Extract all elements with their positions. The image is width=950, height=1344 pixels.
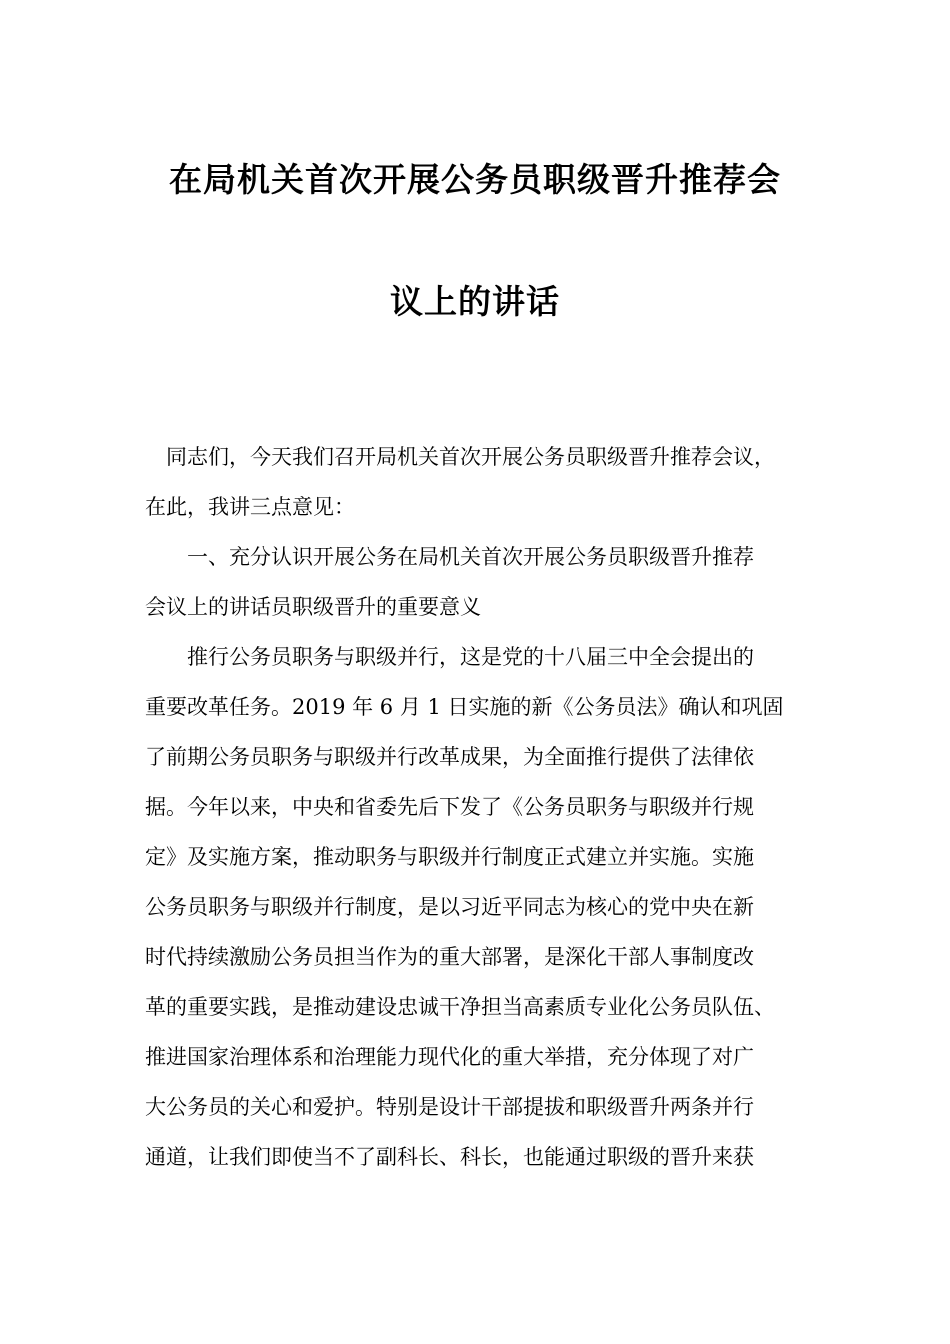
document-title-line-2: 议上的讲话: [390, 282, 560, 321]
body-line-10: 公务员职务与职级并行制度，是以习近平同志为核心的党中央在新: [145, 895, 754, 919]
body-line-11: 时代持续激励公务员担当作为的重大部署，是深化干部人事制度改: [145, 945, 754, 969]
document-title-line-1: 在局机关首次开展公务员职级晋升推荐会: [169, 160, 781, 199]
body-line-12: 革的重要实践，是推动建设忠诚干净担当高素质专业化公务员队伍、: [145, 995, 775, 1019]
body-line-4: 会议上的讲话员职级晋升的重要意义: [145, 595, 481, 619]
body-line-15: 通道，让我们即使当不了副科长、科长，也能通过职级的晋升来获: [145, 1145, 754, 1169]
body-line-13: 推进国家治理体系和治理能力现代化的重大举措，充分体现了对广: [145, 1045, 754, 1069]
body-line-3: 一、充分认识开展公务在局机关首次开展公务员职级晋升推荐: [145, 545, 754, 569]
body-line-2: 在此，我讲三点意见：: [145, 495, 355, 519]
body-line-6: 重要改革任务。2019 年 6 月 1 日实施的新《公务员法》确认和巩固: [145, 695, 784, 719]
body-line-14: 大公务员的关心和爱护。特别是设计干部提拔和职级晋升两条并行: [145, 1095, 754, 1119]
body-line-1: 同志们，今天我们召开局机关首次开展公务员职级晋升推荐会议，: [145, 445, 775, 469]
body-line-5: 推行公务员职务与职级并行，这是党的十八届三中全会提出的: [145, 645, 754, 669]
body-line-7: 了前期公务员职务与职级并行改革成果，为全面推行提供了法律依: [145, 745, 754, 769]
body-line-8: 据。今年以来，中央和省委先后下发了《公务员职务与职级并行规: [145, 795, 754, 819]
body-line-9: 定》及实施方案，推动职务与职级并行制度正式建立并实施。实施: [145, 845, 754, 869]
